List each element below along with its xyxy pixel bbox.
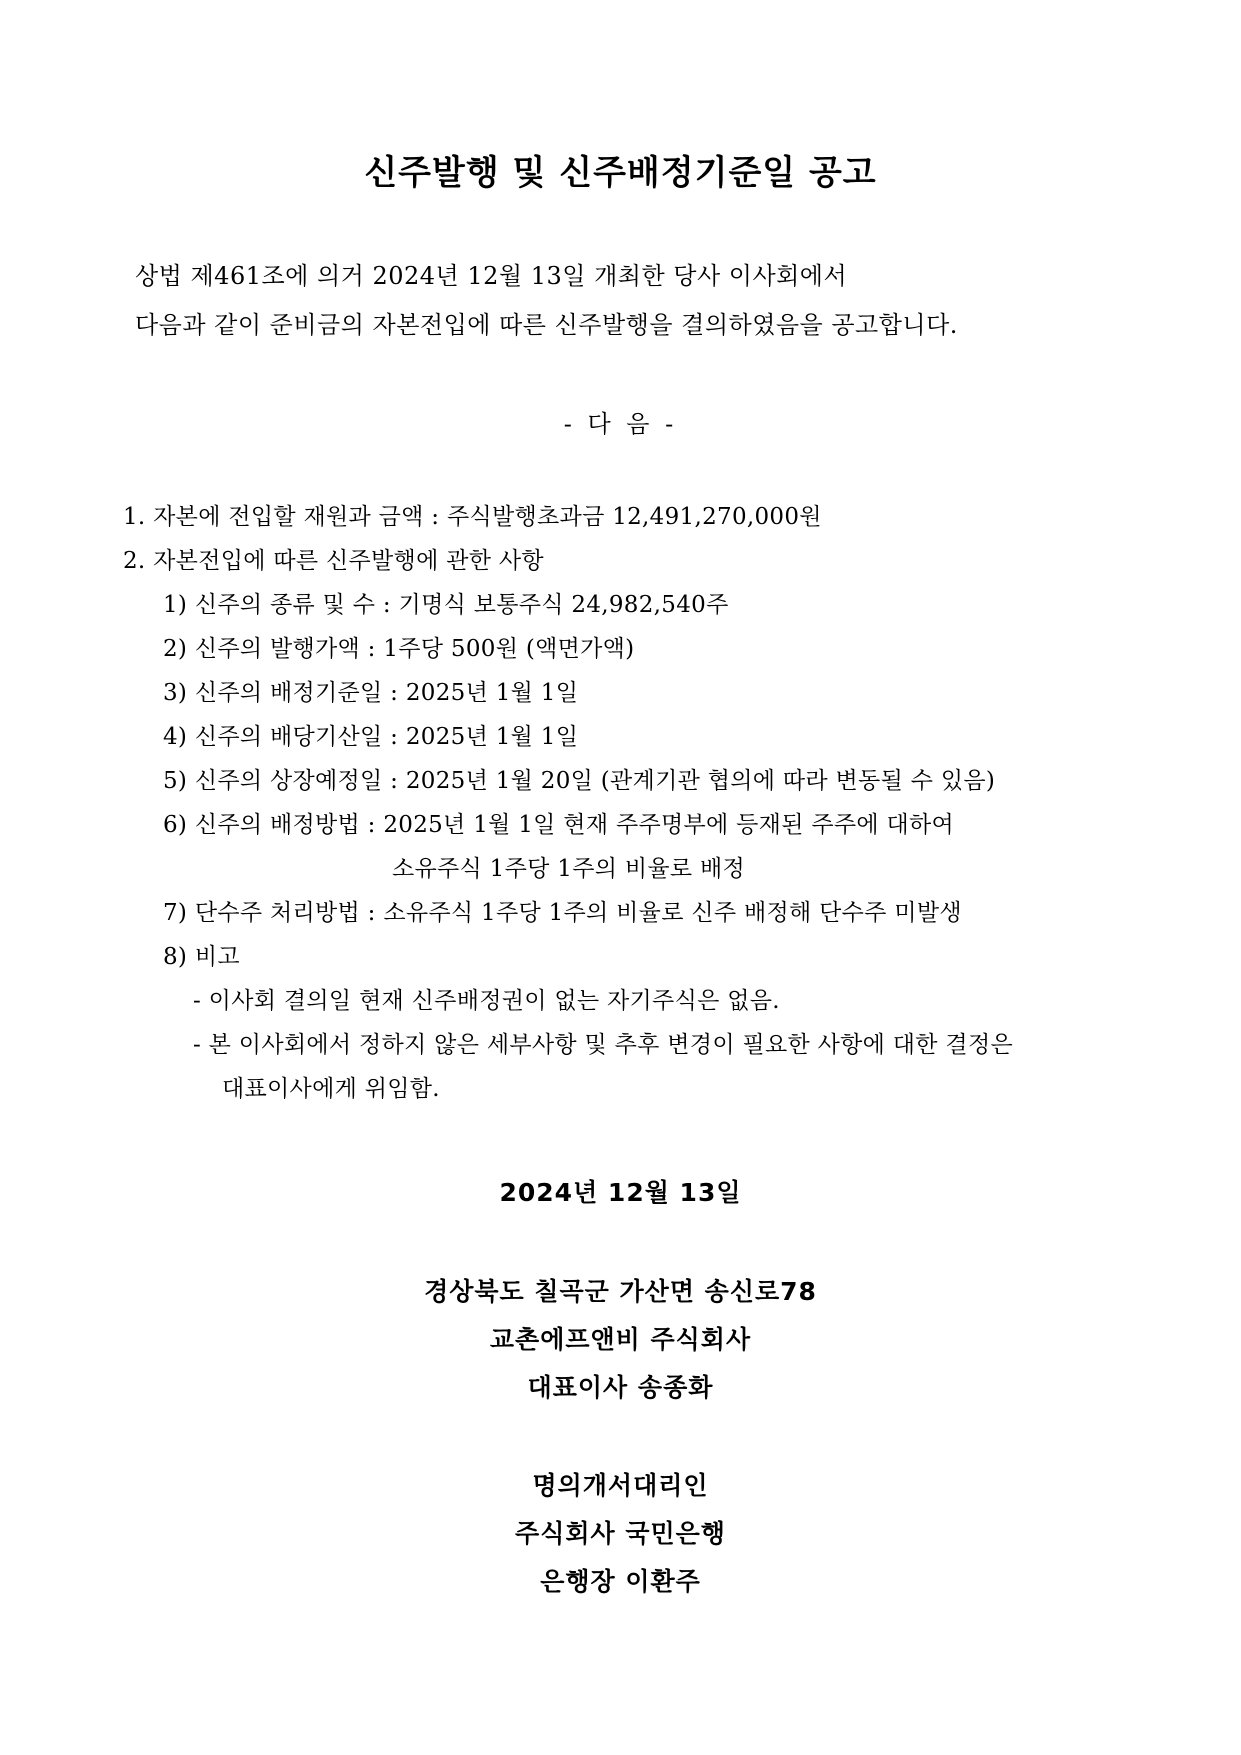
item-new-share-issuance: 2. 자본전입에 따른 신주발행에 관한 사항 — [123, 548, 544, 574]
transfer-agent-name: 주식회사 국민은행 — [515, 1519, 726, 1548]
subitem-share-type: 1) 신주의 종류 및 수 : 기명식 보통주식 24,982,540주 — [163, 592, 729, 618]
subitem-allocation-method-cont: 소유주식 1주당 1주의 비율로 배정 — [392, 856, 746, 882]
company-address: 경상북도 칠곡군 가산면 송신로78 — [424, 1277, 817, 1306]
transfer-agent-head: 은행장 이환주 — [540, 1567, 701, 1596]
subitem-issue-price: 2) 신주의 발행가액 : 1주당 500원 (액면가액) — [163, 636, 635, 662]
company-ceo: 대표이사 송종화 — [527, 1373, 714, 1402]
subitem-dividend-date: 4) 신주의 배당기산일 : 2025년 1월 1일 — [163, 724, 579, 750]
company-name: 교촌에프앤비 주식회사 — [489, 1325, 752, 1354]
intro-line-2: 다음과 같이 준비금의 자본전입에 따른 신주발행을 결의하였음을 공고합니다. — [135, 311, 958, 339]
subitem-listing-date: 5) 신주의 상장예정일 : 2025년 1월 20일 (관계기관 협의에 따라 변동될 수 있음) — [163, 768, 996, 794]
intro-line-1: 상법 제461조에 의거 2024년 12월 13일 개최한 당사 이사회에서 — [135, 262, 848, 290]
subitem-record-date: 3) 신주의 배정기준일 : 2025년 1월 1일 — [163, 680, 579, 706]
subitem-fractional-shares: 7) 단수주 처리방법 : 소유주식 1주당 1주의 비율로 신주 배정해 단수주 미발생 — [163, 900, 962, 926]
transfer-agent-label: 명의개서대리인 — [532, 1471, 709, 1500]
item-capital-source: 1. 자본에 전입할 재원과 금액 : 주식발행초과금 12,491,270,000원 — [123, 504, 822, 530]
subitem-allocation-method: 6) 신주의 배정방법 : 2025년 1월 1일 현재 주주명부에 등재된 주주에 대하여 — [163, 812, 955, 838]
remark-delegation-cont: 대표이사에게 위임함. — [222, 1076, 440, 1102]
remark-delegation: - 본 이사회에서 정하지 않은 세부사항 및 추후 변경이 필요한 사항에 대한 결정은 — [193, 1032, 1013, 1058]
subitem-remarks: 8) 비고 — [163, 944, 240, 970]
document-title: 신주발행 및 신주배정기준일 공고 — [364, 153, 877, 193]
section-separator: - 다 음 - — [563, 410, 678, 438]
notice-date: 2024년 12월 13일 — [499, 1178, 742, 1207]
remark-treasury-shares: - 이사회 결의일 현재 신주배정권이 없는 자기주식은 없음. — [193, 988, 780, 1014]
